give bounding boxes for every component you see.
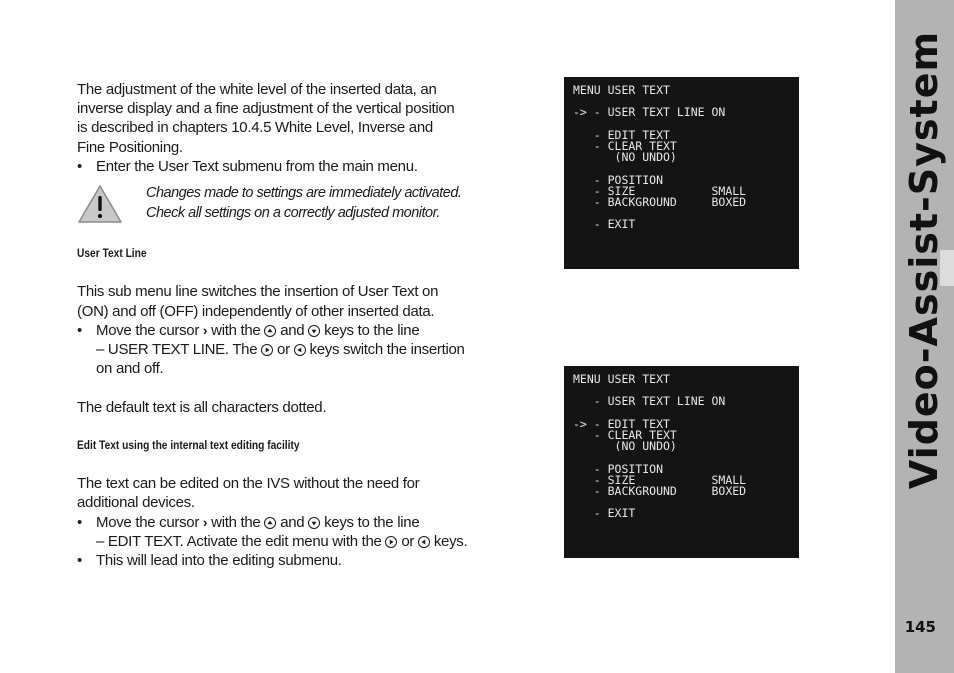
screen-line: - CLEAR TEXT [573,138,677,153]
menu-screen-user-text-line [564,77,799,269]
screen-line: MENU USER TEXT [573,83,670,97]
screen-line: -> - EDIT TEXT [573,416,670,431]
text-fragment: or [277,341,290,359]
up-key-icon [264,325,276,337]
text-fragment: keys to the line [324,321,420,339]
screen-line: - USER TEXT LINE ON [573,394,726,409]
intro-line: is described in chapters 10.4.5 White Level, Inverse and [77,119,433,137]
section2-bullet [77,513,477,551]
section-heading-edit-text: Edit Text using the internal text editing facility [77,437,300,452]
screen-line: - EXIT [573,506,636,521]
down-key-icon [308,517,320,529]
text-fragment: keys switch the insertion [309,341,465,359]
text-fragment: Move the cursor [96,513,200,531]
vertical-title: Video-Assist-System [902,30,946,490]
cursor-chevron-icon: › [202,321,208,338]
screen-line: (NO UNDO) [573,150,677,165]
intro-line: The adjustment of the white level of the inserted data, an [77,81,437,98]
warning-triangle-icon [77,184,123,224]
text-fragment: with the [211,321,261,339]
section-heading-user-text-line: User Text Line [77,246,147,261]
intro-line: Fine Positioning. [77,138,183,156]
screen-line: - POSITION [573,172,664,187]
section2-line: The text can be edited on the IVS without the need for [77,475,420,493]
screen-line: - BACKGROUND BOXED [573,194,747,209]
section2-bullet [77,551,477,570]
cursor-chevron-icon: › [202,513,208,530]
left-key-icon [418,536,430,548]
section1-line: This sub menu line switches the insertion of User Text on [77,283,439,301]
text-fragment: keys. [433,532,468,550]
intro-bullet [77,157,477,176]
text-fragment: with the [211,513,261,531]
screen-line: - EXIT [573,217,636,232]
page-number: 145 [904,618,936,636]
left-key-icon [294,344,306,356]
bullet-dot: • [77,513,82,531]
up-key-icon [264,517,276,529]
screen-line: -> - USER TEXT LINE ON [573,105,726,120]
screen-line: - BACKGROUND BOXED [573,483,747,498]
intro-bullet-text: Enter the User Text submenu from the main menu. [96,157,418,175]
default-text-note: The default text is all characters dotted. [77,398,327,416]
section1-line: (ON) and off (OFF) independently of other inserted data. [77,302,435,320]
intro-line: inverse display and a fine adjustment of the vertical position [77,100,455,118]
text-fragment: Move the cursor [96,321,200,339]
section1-bullet [77,321,477,379]
screen-line: - SIZE SMALL [573,183,747,198]
right-key-icon [261,344,273,356]
text-fragment: – EDIT TEXT. Activate the edit menu with the [96,532,382,550]
text-fragment: and [280,513,305,531]
warning-line: Changes made to settings are immediately activated. [146,185,462,202]
screen-line: - SIZE SMALL [573,472,747,487]
bullet-dot: • [77,157,82,175]
screen-line: - POSITION [573,461,664,476]
main-text-column [77,80,477,570]
menu-screen-edit-text [564,366,799,558]
warning-line: Check all settings on a correctly adjusted monitor. [146,204,440,221]
text-fragment: – USER TEXT LINE. The [96,341,258,359]
text-fragment: This will lead into the editing submenu. [96,552,342,570]
screen-line: MENU USER TEXT [573,372,670,386]
text-fragment: and [280,321,305,339]
screen-line: - CLEAR TEXT [573,427,677,442]
down-key-icon [308,325,320,337]
bullet-dot: • [77,552,82,570]
right-key-icon [385,536,397,548]
warning-text [146,184,486,223]
screen-line: (NO UNDO) [573,439,677,454]
bullet-dot: • [77,321,82,339]
text-fragment: on and off. [96,360,164,378]
screen-line: - EDIT TEXT [573,127,670,142]
section2-line: additional devices. [77,494,195,512]
text-fragment: or [401,532,415,550]
warning-note [77,184,477,224]
text-fragment: keys to the line [324,513,420,531]
